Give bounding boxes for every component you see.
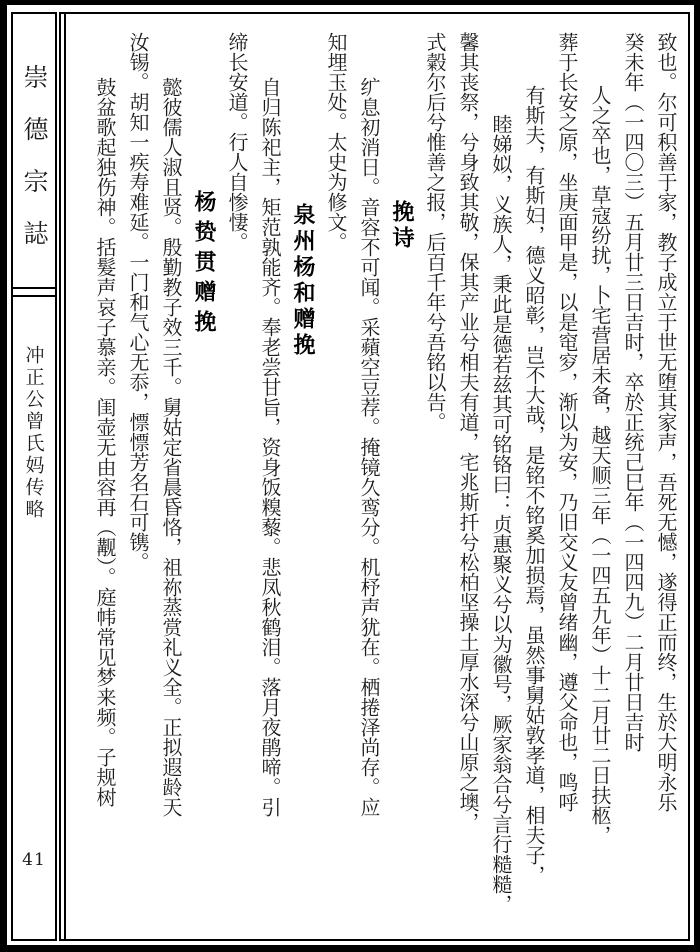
text-column: 纩息初消日。音容不可闻。采蘋空豆荐。掩镜久鸾分。机杼声犹在。栖捲泽尚存。应 (357, 77, 381, 817)
sidebar-separator (13, 287, 55, 297)
text-column: 鼓盆歌起独伤神。括髮声哀子慕亲。闺壶无由容再（觏）。庭帏常见梦来频。子规树 (93, 77, 117, 807)
text-column: 睦娣姒，义族人，秉此是德若兹其可铭铬曰：贞惠聚义兮以为徽号，厥家翁合兮言行糙糙， (489, 114, 513, 914)
section-heading: 泉州杨和赠挽 (290, 203, 315, 359)
text-column: 致也。尔可积善于家，教子成立于世无堕其家声，吾死无憾，遂得正而终，生於大明永乐 (654, 32, 678, 812)
text-column: 癸未年（一四〇三）五月廿三日吉时，卒於正统己巳年（一四四九）二月廿日吉时 (621, 32, 645, 752)
sidebar (11, 12, 57, 941)
text-column: 自归陈祀主，矩范孰能齐。奉老尝甘旨，资身饭糗藜。悲凤秋鹤泪。落月夜鹃啼。引 (258, 77, 282, 817)
page-number: 41 (22, 850, 46, 870)
text-column: 馨其丧祭，兮身致其敬，保其产业兮相夫有道，宅兆斯扦兮松柏坚操土厚水深兮山原之墺， (456, 32, 480, 832)
text-column: 懿彼儒人淑且贤。殷勤教子效三千。舅姑定省晨昏恪，祖祢蒸赏礼义全。正拟遐龄天 (159, 77, 183, 817)
text-column: 有斯夫，有斯妇，德义昭彰，岂不大哉，是铭不铭奚加损焉，虽然事舅姑敦孝道，相夫子， (522, 85, 546, 885)
text-column: 汝锡。胡知一疾寿难延。一门和气心无忝，慓慓芳名石可镌。 (126, 32, 150, 572)
text-column: 式糓尔后兮惟善之报，后百千年兮吾铭以告。 (423, 32, 447, 432)
section-heading: 杨贽贯赠挽 (191, 190, 216, 340)
section-heading: 挽诗 (389, 200, 414, 252)
text-column: 缔长安道。行人自惨悽。 (225, 32, 249, 252)
book-title: 崇德宗誌 (20, 64, 49, 272)
main-text-frame (59, 12, 690, 941)
main-text-area (71, 16, 682, 937)
chapter-title: 冲正公曾氏妈传略 (22, 345, 45, 521)
text-column: 葬于长安之原，坐庚面甲是，以是窀穸，渐以为安，乃旧交义友曾绪幽，遵父命也，鸣呼 (555, 32, 579, 812)
text-column: 知埋玉处。太史为修文。 (324, 32, 348, 252)
text-column: 人之卒也，草寇纷扰，卜宅营居未备，越天顺三年（一四五九年）十二月廿二日扶柩， (588, 85, 612, 845)
